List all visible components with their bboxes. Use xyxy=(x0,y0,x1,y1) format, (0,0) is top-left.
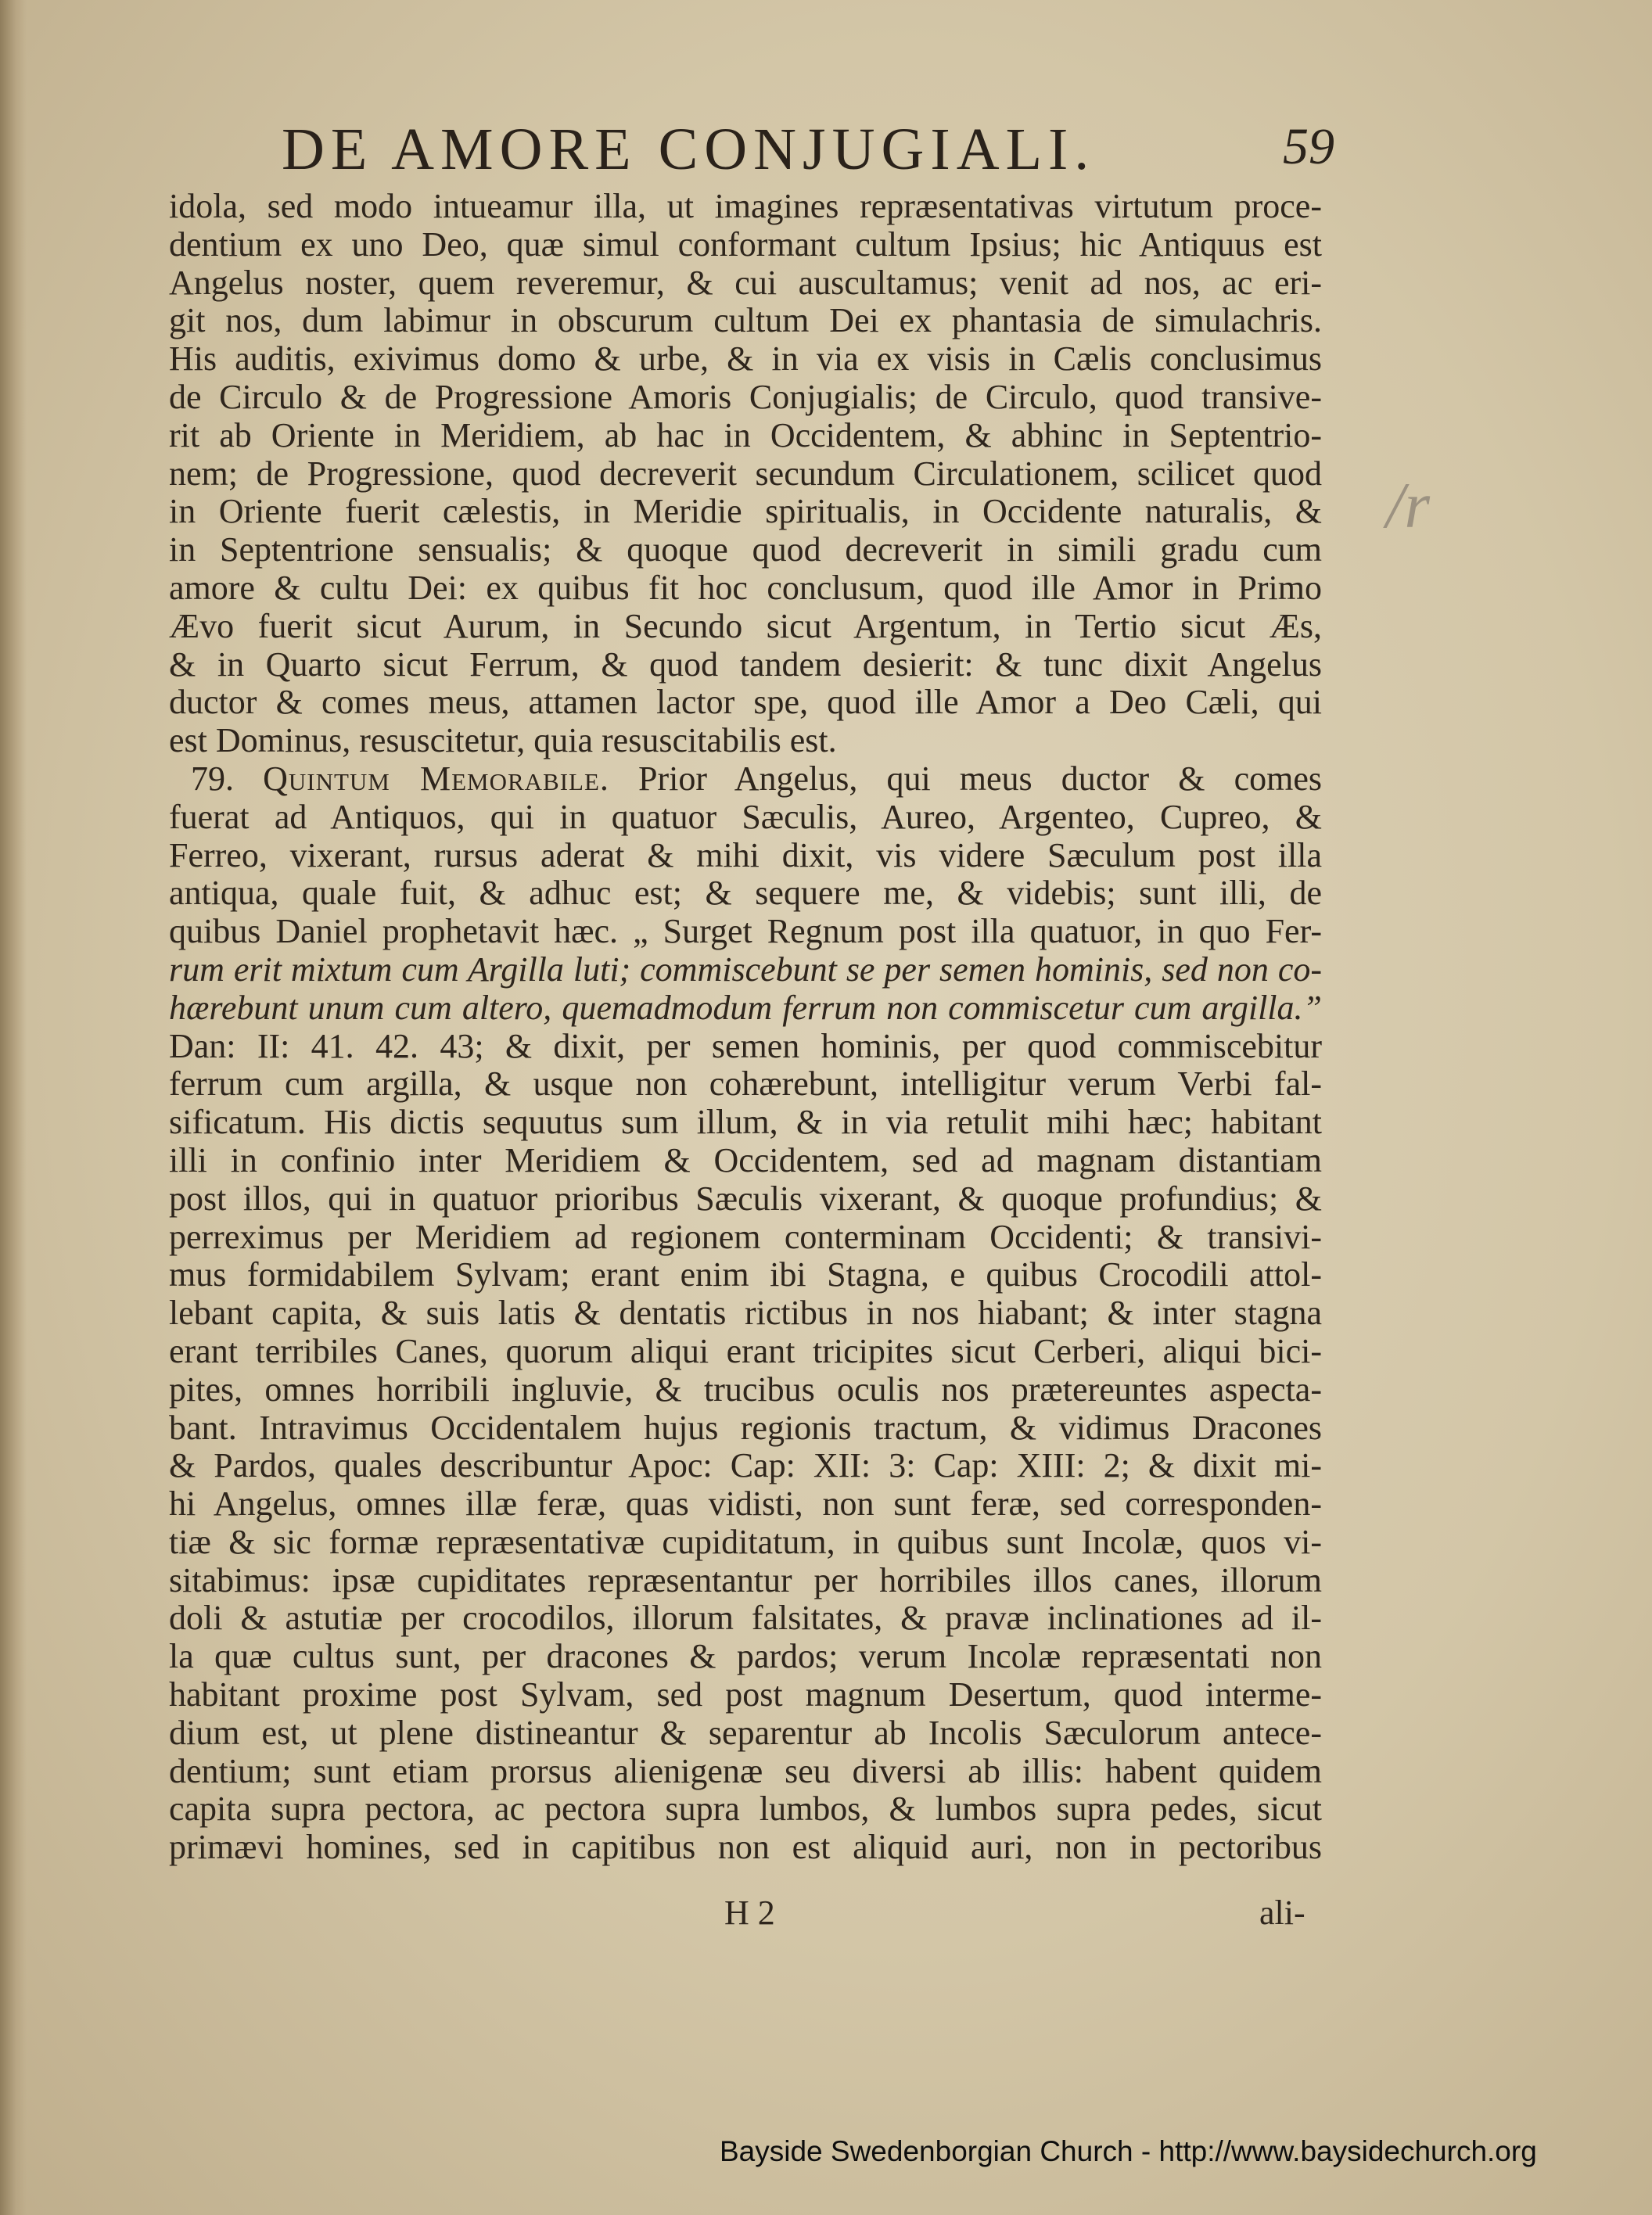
text-line: lebant capita, & suis latis & dentatis rictibus in nos hiabant; & inter stagna xyxy=(169,1294,1322,1333)
text-line: doli & astutiæ per crocodilos, illorum falsitates, & pravæ inclinationes ad il- xyxy=(169,1599,1322,1638)
text-line: idola, sed modo intueamur illa, ut imagines repræsentativas virtutum proce- xyxy=(169,187,1322,225)
text-line: nem; de Progressione, quod decreverit secundum Circulationem, scilicet quod xyxy=(169,454,1322,493)
text-line: fuerat ad Antiquos, qui in quatuor Sæculis, Aureo, Argenteo, Cupreo, & xyxy=(169,797,1322,836)
quotation-line: hærebunt unum cum altero, quemadmodum ferrum non commiscetur cum argilla.” xyxy=(169,988,1322,1027)
catchword: ali- xyxy=(1259,1894,1305,1932)
text-line: Ferreo, vixerant, rursus aderat & mihi dixit, vis videre Sæculum post illa xyxy=(169,835,1322,874)
text-line: Angelus noster, quem reveremur, & cui auscultamus; venit ad nos, ac eri- xyxy=(169,263,1322,302)
text-line: Dan: II: 41. 42. 43; & dixit, per semen hominis, per quod commiscebitur xyxy=(169,1026,1322,1065)
text-line: pites, omnes horribili ingluvie, & trucibus oculis nos prætereuntes aspecta- xyxy=(169,1370,1322,1409)
text-line: His auditis, exivimus domo & urbe, & in via ex visis in Cælis conclusimus xyxy=(169,339,1322,379)
text-line: sificatum. His dictis sequutus sum illum, & in via retulit mihi hæc; habitant xyxy=(169,1103,1322,1142)
text-line: erant terribiles Canes, quorum aliqui erant tricipites sicut Cerberi, aliqui bici- xyxy=(169,1331,1322,1370)
text-line: dentium; sunt etiam prorsus alienigenæ seu diversi ab illis: habent quidem xyxy=(169,1751,1322,1790)
text-line: post illos, qui in quatuor prioribus Sæculis vixerant, & quoque profundius; & xyxy=(169,1179,1322,1218)
text-line: perreximus per Meridiem ad regionem conterminam Occidenti; & transivi- xyxy=(169,1217,1322,1256)
text-line: ductor & comes meus, attamen lactor spe, quod ille Amor a Deo Cæli, qui xyxy=(169,683,1322,722)
text-line: mus formidabilem Sylvam; erant enim ibi Stagna, e quibus Crocodili attol- xyxy=(169,1255,1322,1294)
pencil-margin-mark: /r xyxy=(1386,469,1431,542)
running-head-title: DE AMORE CONJUGIALI. xyxy=(282,117,1096,182)
text-line: est Dominus, resuscitetur, quia resuscitabilis est. xyxy=(169,721,837,760)
text-line: rit ab Oriente in Meridiem, ab hac in Occidentem, & abhinc in Septentrio- xyxy=(169,415,1322,454)
quotation-line: rum erit mixtum cum Argilla luti; commiscebunt se per semen hominis, sed non co- xyxy=(169,950,1322,989)
paragraph-number: 79. xyxy=(191,759,234,798)
body-text xyxy=(169,188,1322,1867)
text-line: dium est, ut plene distineantur & separentur ab Incolis Sæculorum antece- xyxy=(169,1713,1322,1752)
text-line: quibus Daniel prophetavit hæc. „ Surget Regnum post illa quatuor, in quo Fer- xyxy=(169,912,1322,951)
text-line: amore & cultu Dei: ex quibus fit hoc conclusum, quod ille Amor in Primo xyxy=(169,568,1322,607)
text-line: capita supra pectora, ac pectora supra lumbos, & lumbos supra pedes, sicut xyxy=(169,1790,1322,1829)
memorable-heading-line xyxy=(169,760,1322,799)
text-line: habitant proxime post Sylvam, sed post magnum Desertum, quod interme- xyxy=(169,1675,1322,1714)
text-line: & Pardos, quales describuntur Apoc: Cap: XII: 3: Cap: XIII: 2; & dixit mi- xyxy=(169,1446,1322,1485)
text-line: de Circulo & de Progressione Amoris Conjugialis; de Circulo, quod transive- xyxy=(169,377,1322,416)
text-line: hi Angelus, omnes illæ feræ, quas vidisti, non sunt feræ, sed corresponden- xyxy=(169,1484,1322,1524)
text-line: in Septentrione sensualis; & quoque quod decreverit in simili gradu cum xyxy=(169,530,1322,569)
source-watermark: Bayside Swedenborgian Church - http://www.baysidechurch.org xyxy=(720,2135,1537,2167)
text-line: in Oriente fuerit cælestis, in Meridie spiritualis, in Occidente naturalis, & xyxy=(169,492,1322,531)
signature-mark: H 2 xyxy=(724,1894,775,1932)
text-line: bant. Intravimus Occidentalem hujus regionis tractum, & vidimus Dracones xyxy=(169,1408,1322,1447)
text-line: Prior Angelus, qui meus ductor & comes xyxy=(638,759,1322,798)
text-line: tiæ & sic formæ repræsentativæ cupiditatum, in quibus sunt Incolæ, quos vi- xyxy=(169,1522,1322,1561)
text-line: & in Quarto sicut Ferrum, & quod tandem desierit: & tunc dixit Angelus xyxy=(169,644,1322,684)
text-line: ferrum cum argilla, & usque non cohærebunt, intelligitur verum Verbi fal- xyxy=(169,1064,1322,1104)
text-line: Ævo fuerit sicut Aurum, in Secundo sicut Argentum, in Tertio sicut Æs, xyxy=(169,606,1322,645)
text-line: dentium ex uno Deo, quæ simul conformant cultum Ipsius; hic Antiquus est xyxy=(169,224,1322,264)
page-gutter xyxy=(0,0,27,2215)
memorable-heading: Quintum Memorabile. xyxy=(263,759,609,798)
text-line: git nos, dum labimur in obscurum cultum Dei ex phantasia de simulachris. xyxy=(169,301,1322,340)
text-line: la quæ cultus sunt, per dracones & pardos; verum Incolæ repræsentati non xyxy=(169,1637,1322,1676)
text-line: sitabimus: ipsæ cupiditates repræsentantur per horribiles illos canes, illorum xyxy=(169,1560,1322,1599)
text-line: illi in confinio inter Meridiem & Occidentem, sed ad magnam distantiam xyxy=(169,1140,1322,1179)
text-line: primævi homines, sed in capitibus non est aliquid auri, non in pectoribus xyxy=(169,1828,1322,1867)
page-number: 59 xyxy=(1283,118,1334,175)
text-line: antiqua, quale fuit, & adhuc est; & sequere me, & videbis; sunt illi, de xyxy=(169,874,1322,913)
